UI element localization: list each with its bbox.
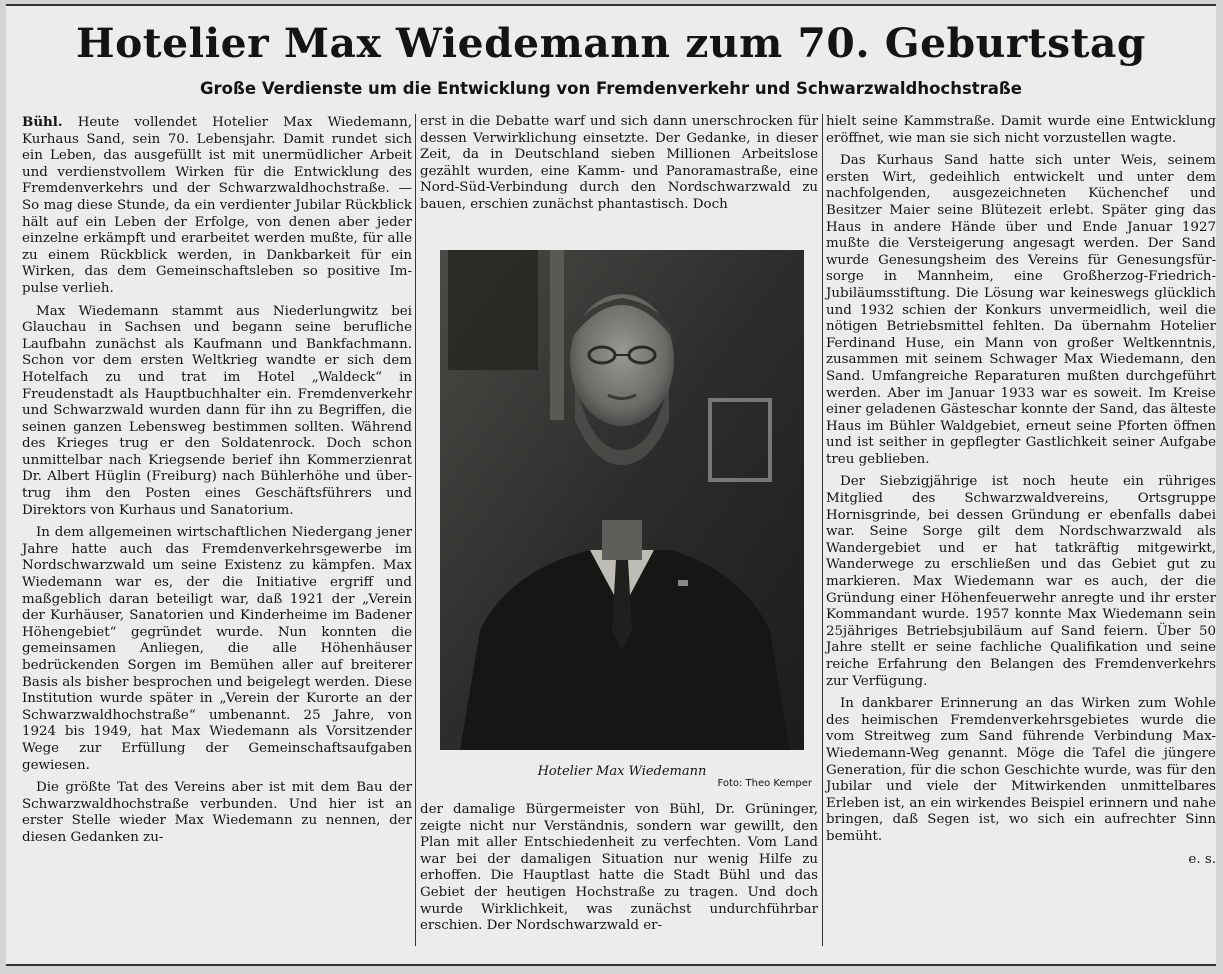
article-subheadline: Große Verdienste um die Entwicklung von Fremdenverkehr und Schwarzwaldhochstraße	[200, 79, 1022, 98]
column-1	[22, 114, 412, 853]
paragraph-text: Heute vollendet Hotelier Max Wiedemann, Kurhaus Sand, sein 70. Lebensjahr. Damit rundet sich ein Leben, das ausgefüllt ist mit unermüdlicher Arbeit und verdienstvollem Wirken für die Entwicklung des Fremdenverkehrs und der Schwarzwaldhochstraße. — So mag diese Stunde, da ein verdienter Jubilar Rückblick hält auf ein Leben der Erfolge, von denen aber jeder einzelne erkämpft und erarbeitet werden mußte, für alle zu einem Rückblick werden, in Dankbarkeit für ein Wirken, das dem Gemeinschaftsleben so positive Impulse verlieh.	[22, 115, 412, 296]
column-3	[826, 114, 1216, 868]
paragraph: Max Wiedemann stammt aus Niederlungwitz bei Glauchau in Sachsen und begann seine berufliche Laufbahn zunächst als Kaufmann und Bankfachmann. Schon vor dem ersten Weltkrieg wandte er sich dem Hotelfach zu und trat im Hotel „Waldeck“ in Freudenstadt als Hauptbuchhalter ein. Fremdenverkehr und Schwarzwald wurden dann für ihn zu Begriffen, die seinen ganzen Lebensweg bestimmen sollten. Während des Krieges trug er den Soldatenrock. Doch schon unmittelbar nach Kriegsende berief ihn Kommerzienrat Dr. Albert Hüglin (Freiburg) nach Bühlerhöhe und übertrug ihm den Posten eines Geschäftsführers und Direktors von Kurhaus und Sanatorium.	[22, 303, 412, 518]
paragraph	[22, 114, 412, 298]
column-divider	[822, 114, 823, 946]
column-2-bottom	[420, 802, 818, 941]
paragraph: Der Siebzigjährige ist noch heute ein rühriges Mitglied des Schwarzwaldvereins, Ortsgruppe Hornisgrinde, bei dessen Gründung er ebenfalls dabei war. Seine Sorge gilt dem Nordschwarzwald als Wandergebiet und er hat tatkräftig mitgewirkt, Wanderwege zu erschließen und das Gebiet gut zu markieren. Max Wiedemann war es auch, der die Gründung einer Höhenfeuerwehr anregte und ihr erster Kommandant wurde. 1957 konnte Max Wiedemann sein 25jähriges Betriebsjubiläum auf Sand feiern. Über 50 Jahre stellt er seine fachliche Qualifikation und seine reiche Erfahrung den Belangen des Fremdenverkehrs zur Verfügung.	[826, 474, 1216, 689]
dateline: Bühl.	[22, 114, 63, 130]
portrait-photo	[440, 250, 804, 750]
paragraph: Das Kurhaus Sand hatte sich unter Weis, seinem ersten Wirt, gedeihlich entwickelt und unter dem nachfolgenden, ausgezeichneten Küchenchef und Besitzer Maier seine Blütezeit erlebt. Später ging das Haus in andere Hände über und Ende Januar 1927 mußte die Versteigerung angesagt werden. Der Sand wurde Genesungsheim des Vereins für Genesungsfürsorge in Mannheim, eine Großherzog-Friedrich-Jubiläumsstiftung. Die Lösung war keineswegs glücklich und 1932 schien der Konkurs unvermeidlich, weil die nötigen Betriebsmittel fehlten. Da übernahm Hotelier Ferdinand Huse, ein Mann von großer Weltkenntnis, zusammen mit seinem Schwager Max Wiedemann, den Sand. Umfangreiche Reparaturen mußten durchgeführt werden. Aber im Januar 1933 war es soweit. Im Kreise einer geladenen Gästeschar konnte der Sand, das älteste Haus im Bühler Waldgebiet, erneut seine Pforten öffnen und ist seither in gepflegter Gastlichkeit seiner Aufgabe treu geblieben.	[826, 153, 1216, 467]
author-initials: e. s.	[1188, 851, 1216, 867]
paragraph: In dem allgemeinen wirtschaftlichen Niedergang jener Jahre hatte auch das Fremdenverkehrsgewerbe im Nordschwarzwald um seine Existenz zu kämpfen. Max Wiedemann war es, der die Initiative ergriff und maßgeblich daran beteiligt war, daß 1921 der „Verein der Kurhäuser, Sanatorien und Kinderheime im Badener Höhengebiet“ gegründet wurde. Nun konnten die gemeinsamen Anliegen, die alle Höhenhäuser bedrückenden Sorgen im Bemühen aller auf breiterer Basis als bisher besprochen und beigelegt werden. Diese Institution wurde später in „Verein der Kurorte an der Schwarzwaldhochstraße“ umbenannt. 25 Jahre, von 1924 bis 1949, hat Max Wiedemann als Vorsitzender Wege zur Erfüllung der Gemeinschaftsaufgaben gewiesen.	[22, 525, 412, 773]
photo-credit: Foto: Theo Kemper	[717, 778, 812, 789]
paragraph: Die größte Tat des Vereins aber ist mit dem Bau der Schwarzwaldhochstraße verbunden. Und hier ist an erster Stelle wieder Max Wiedemann zu nennen, der diesen Gedanken zu-	[22, 780, 412, 845]
column-2-top	[420, 114, 818, 220]
paragraph: der damalige Bürgermeister von Bühl, Dr. Grüninger, zeigte nicht nur Verständnis, sondern war gewillt, den Plan mit aller Entschiedenheit zu verfechten. Vom Land war bei der damaligen Situation nur wenig Hilfe zu erhoffen. Die Hauptlast hatte die Stadt Bühl und das Gebiet der heutigen Hochstraße zu tragen. Und doch wurde Wirklichkeit, was zunächst undurchführbar erschien. Der Nordschwarzwald er-	[420, 802, 818, 934]
portrait-image	[440, 250, 804, 750]
paragraph: erst in die Debatte warf und sich dann unerschrocken für dessen Verwirklichung einsetzte. Der Gedanke, in dieser Zeit, da in Deutschland sieben Millionen Arbeitslose gezählt wurden, eine Kamm- und Panoramastraße, eine Nord-Süd-Verbindung durch den Nordschwarzwald zu bauen, erschien zunächst phantastisch. Doch	[420, 114, 818, 212]
photo-caption: Hotelier Max Wiedemann	[537, 764, 707, 779]
column-divider	[415, 114, 416, 946]
newspaper-clipping	[6, 4, 1216, 966]
paragraph: hielt seine Kammstraße. Damit wurde eine Entwicklung eröffnet, wie man sie sich nicht vorzustellen wagte.	[826, 114, 1216, 146]
article-headline: Hotelier Max Wiedemann zum 70. Geburtstag	[76, 20, 1146, 67]
paragraph: In dankbarer Erinnerung an das Wirken zum Wohle des heimischen Fremdenverkehrsgebietes wurde die vom Streitweg zum Sand führende Verbindung Max-Wiedemann-Weg genannt. Möge die Tafel die jüngere Generation, für die schon Geschichte wurde, was für den Jubilar und viele der Mitwirkenden unmittelbares Erleben ist, an ein wirkendes Beispiel erinnern und nahe bringen, daß Segen ist, wo sich ein aufrechter Sinn bemüht.	[826, 696, 1216, 844]
